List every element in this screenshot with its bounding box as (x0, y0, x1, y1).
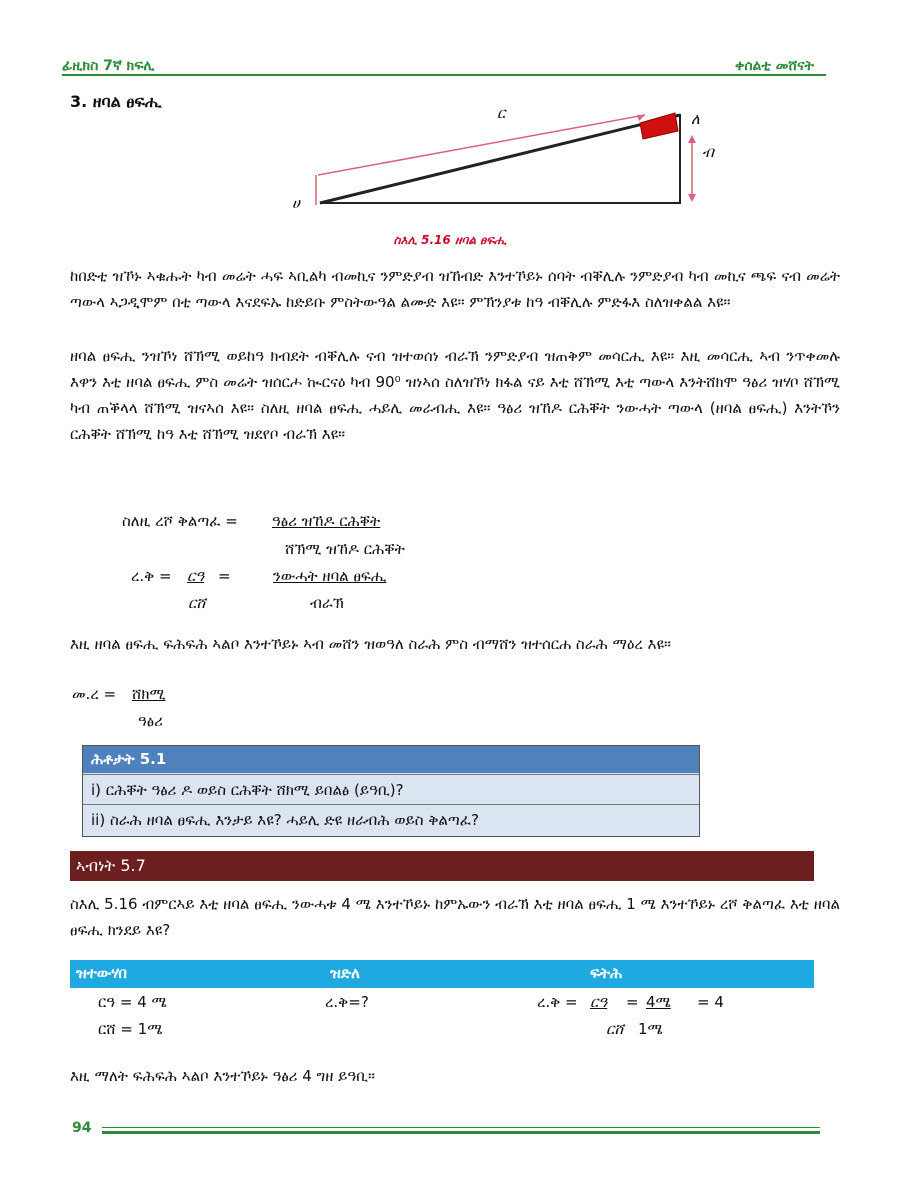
given-2: ርሸ = 1ሜ (98, 1020, 163, 1038)
formula2-numerator: ሸክሚ (132, 685, 166, 703)
example-text: ስእሊ 5.16 ብምርኣይ እቲ ዘባል ፀፍሒ ንውሓቱ 4 ሜ እንተኾይኑ ከምኡውን ብራኽ እቲ ዘባል ፀፍሒ 1 ሜ እንተኾይኑ ረሾ ቅልጣፈ እቲ ዘባል ፀፍሒ ክንደይ እዩ? (70, 895, 840, 939)
solution-denominator: 1ሜ (638, 1020, 663, 1038)
solution-eq: = (626, 993, 639, 1011)
footer-divider-thin (102, 1127, 820, 1128)
solution-numerator: 4ሜ (646, 993, 671, 1011)
formula-denominator2: ብራኽ (310, 594, 344, 612)
example-title: ኣብነት 5.7 (70, 851, 814, 881)
label-top: ለ (691, 110, 700, 128)
formula-cq: ርዓ (187, 567, 205, 585)
page-number: 94 (72, 1120, 92, 1136)
header-required: ዝድለ (330, 964, 360, 982)
conclusion-text: እዚ ማለት ፍሕፍሕ ኣልቦ እንተኾይኑ ዓፅሪ 4 ግዘ ይዓቢ። (70, 1067, 375, 1085)
solution-cs: ርሸ (606, 1020, 624, 1038)
header-right-title: ቀሰልቲ መሸናት (734, 58, 814, 74)
formula-lhs: ስለዚ ረሾ ቅልጣፈ = (122, 512, 238, 530)
question-item: i) ርሕቐት ዓፅሪ ዶ ወይስ ርሕቐት ሸክሚ ይበልፅ (ይዓቢ)? (83, 774, 699, 804)
label-length: ር (497, 104, 506, 122)
paragraph-3: እዚ ዘባል ፀፍሒ ፍሕፍሕ ኣልቦ እንተኾይኑ ኣብ መሸን ዝወዓለ ስራሕ ምስ ብማሸን ዝተሰርሐ ስራሕ ማዕረ እዩ። (70, 635, 671, 653)
solution-cq: ርዓ (590, 993, 608, 1011)
formula-eq: = (218, 567, 231, 585)
paragraph-2: ዘባል ፀፍሒ ንዝኾነ ሸኽሚ ወይከዓ ክብደት ብቐሊሉ ናብ ዝተወሰነ ብራኽ ንምድያብ ዝጠቅም መሳርሒ እዩ። እዚ መሳርሒ ኣብ ንጥቀመሉ እዋን እቲ ዘባል ፀፍሒ ምስ መሬት ዝሰርሖ ኲርናዕ ካብ 90⁰ ዝነኣሰ ስለዝኾነ ክፋል ናይ እቲ ሸኽሚ እቲ ጣውላ እንትሸክሞ ዓፅሪ ዝሃቦ ሸኽሚ ካብ ጠቕላላ ሸኽሚ ዝናኣሰ እዩ። ስለዚ ዘባል ፀፍሒ ሓይሊ መራብሒ እዩ። ዓፅሪ ዝኸዶ ርሕቐት ንውሓት ጣውላ (ዘባል ፀፍሒ) እንትኾን ርሕቐት ሸኽሚ ከዓ እቲ ሸኽሚ ዝደየቦ ብራኽ እዩ። (70, 347, 840, 443)
paragraph-1: ከበድቲ ዝኾኑ ኣቁሑት ካብ መሬት ሓፍ ኣቢልካ ብመኪና ንምድያብ ዝኸብድ እንተኾይኑ ሰባት ብቐሊሉ ንምድያብ ካብ መኪና ጫፍ ናብ መሬት ጣውላ ኣጋዲሞም በቲ ጣውላ እናደፍኡ ከድይቡ ምስትውዓል ልሙድ እዩ። ምኽንያቱ ከዓ ብቐሊሉ ምድፋእ ስለዝቀልል እዩ። (70, 267, 840, 311)
question-box (82, 745, 700, 837)
header-divider (62, 74, 826, 76)
header-solution: ፍትሕ (590, 964, 623, 982)
header-left-title: ፊዚክስ 7ኛ ክፍሊ (62, 58, 155, 74)
given-1: ርዓ = 4 ሜ (98, 993, 167, 1011)
question-box-title: ሕቶታት 5.1 (83, 746, 699, 773)
formula-cs: ርሸ (188, 594, 206, 612)
formula2-lhs: መ.ረ = (72, 685, 117, 703)
footer-divider (102, 1131, 820, 1134)
header-given: ዝተውሃበ (76, 964, 127, 982)
label-height: ብ (702, 143, 714, 161)
required-value: ረ.ቅ=? (325, 993, 369, 1011)
formula-numerator: ዓፅሪ ዝኸዶ ርሕቐት (272, 512, 381, 530)
label-base: ሀ (292, 194, 300, 212)
section-title: 3. ዘባል ፀፍሒ (70, 92, 162, 111)
solution-table-header (70, 960, 814, 988)
figure-caption: ስእሊ 5.16 ዘባል ፀፍሒ (393, 233, 507, 247)
inclined-plane-figure (300, 105, 720, 225)
formula-denominator: ሸኽሚ ዝኸዶ ርሕቐት (285, 540, 405, 558)
formula-lhs2: ረ.ቅ = (131, 567, 172, 585)
formula2-denominator: ዓፅሪ (138, 712, 163, 730)
formula-numerator2: ንውሓት ዘባል ፀፍሒ (273, 567, 387, 585)
question-item: ii) ስራሕ ዘባል ፀፍሒ እንታይ እዩ? ሓይሊ ድዩ ዘራብሕ ወይስ ቅልጣፈ? (83, 804, 699, 834)
solution-result: = 4 (697, 993, 724, 1011)
solution-lhs: ረ.ቅ = (537, 993, 578, 1011)
